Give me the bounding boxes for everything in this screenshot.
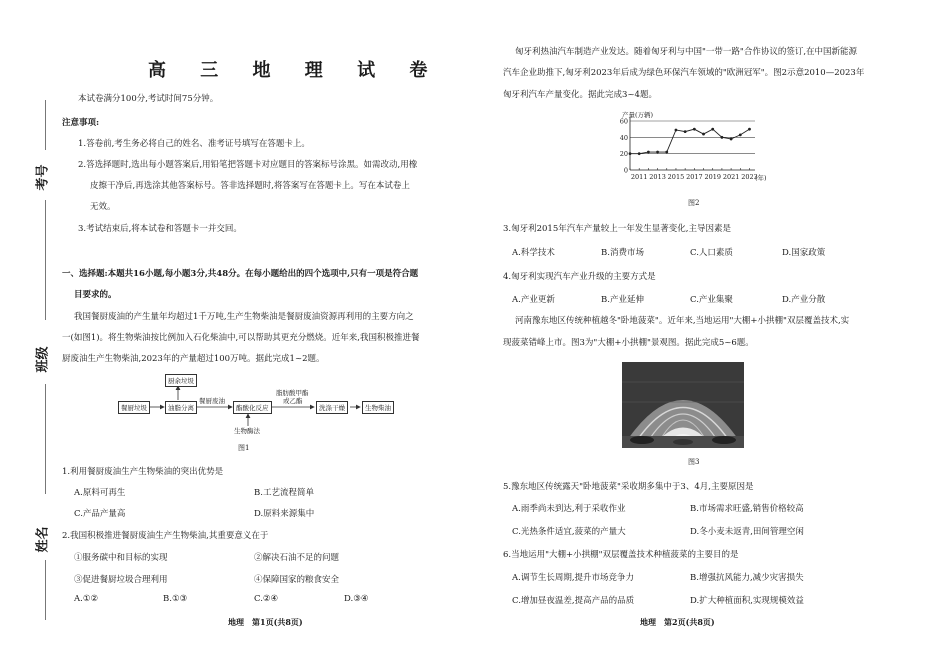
greenhouse-photo [622, 362, 744, 448]
chart-ytick-label: 0 [623, 166, 628, 175]
binding-line-mid1 [45, 200, 46, 320]
statement: ④保障国家的粮食安全 [254, 575, 340, 585]
option-d[interactable]: D.国家政策 [782, 248, 826, 258]
page-footer-left: 地理 第1页(共8页) [228, 617, 303, 627]
passage-line: 河南豫东地区传统种植越冬"卧地菠菜"。近年来,当地运用"大棚+小拱棚"双层覆盖技术,实 [515, 316, 850, 326]
statement: ②解决石油不足的问题 [254, 553, 340, 563]
exam-title: 高 三 地 理 试 卷 [148, 60, 442, 81]
chart-data-point [638, 152, 641, 155]
flow-label: 生物酶法 [234, 427, 260, 435]
figure-caption: 图2 [688, 199, 700, 207]
chart-ytick-label: 60 [619, 117, 628, 126]
class-label: 班级 [35, 346, 51, 373]
chart-data-point [629, 152, 632, 155]
option-a[interactable]: A.科学技术 [512, 248, 555, 258]
chart-data-point [739, 133, 742, 136]
statement: ③促进餐厨垃圾合理利用 [74, 575, 168, 585]
question-stem: 5.豫东地区传统露天"卧地菠菜"采收期多集中于3、4月,主要原因是 [503, 482, 754, 492]
option-c[interactable]: C.产品产量高 [74, 509, 126, 519]
notice-item: 皮擦干净后,再选涂其他答案标号。答非选择题时,将答案写在答题卡上。写在本试卷上 [90, 181, 410, 191]
section-heading: 一、选择题:本题共16小题,每小题3分,共48分。在每小题给出的四个选项中,只有一项是符合题 [62, 269, 419, 279]
passage-line: 现菠菜错峰上市。图3为"大棚+小拱棚"景观图。据此完成5~6题。 [503, 338, 754, 348]
flow-label: 脂肪酸甲酯 [276, 389, 309, 397]
flow-label: 餐厨废油 [199, 397, 225, 405]
option-d[interactable]: D.扩大种植面积,实现规模效益 [690, 596, 804, 606]
chart-ylabel: 产量(万辆) [622, 111, 654, 119]
chart-xtick-label: 2017 [686, 173, 703, 181]
student-name-label: 姓名 [35, 526, 51, 553]
chart-xtick-label: 2023 [741, 173, 758, 181]
option-d[interactable]: D.冬小麦未返青,田间管理空闲 [690, 527, 804, 537]
chart-ytick-label: 40 [619, 133, 628, 142]
option-b[interactable]: B.工艺流程简单 [254, 488, 314, 498]
chart-data-point [693, 128, 696, 131]
passage-line: 匈牙利汽车产量变化。据此完成3~4题。 [503, 90, 657, 100]
option-c[interactable]: C.产业集聚 [690, 295, 733, 305]
exam-intro: 本试卷满分100分,考试时间75分钟。 [78, 94, 219, 104]
chart-data-point [702, 133, 705, 136]
notice-item: 3.考试结束后,将本试卷和答题卡一并交回。 [78, 224, 242, 234]
option-a[interactable]: A.雨季尚未到达,利于采收作业 [512, 504, 626, 514]
option-c[interactable]: C.增加昼夜温差,提高产品的品质 [512, 596, 635, 606]
chart-xtick-label: 2021 [722, 173, 740, 181]
question-stem: 3.匈牙利2015年汽车产量较上一年发生显著变化,主导因素是 [503, 224, 731, 234]
option-a[interactable]: A.产业更新 [512, 295, 555, 305]
chart-xlabel: (年) [755, 174, 767, 182]
chart-data-point [748, 128, 751, 131]
binding-line-top [45, 100, 46, 150]
option-b[interactable]: B.①③ [163, 594, 188, 604]
binding-line-bottom [45, 560, 46, 620]
passage-line: 匈牙利热油汽车制造产业发达。随着匈牙利与中国"一带一路"合作协议的签订,在中国新能源 [515, 47, 858, 57]
question-stem: 4.匈牙利实现汽车产业升级的主要方式是 [503, 272, 656, 282]
chart-data-point [730, 138, 733, 141]
option-a[interactable]: A.①② [74, 594, 99, 604]
flow-label: 或乙酯 [283, 397, 303, 405]
option-d[interactable]: D.③④ [344, 594, 369, 604]
passage-line: 一(如图1)。将生物柴油按比例加入石化柴油中,可以帮助其更充分燃烧。近年来,我国积极推进餐 [62, 333, 420, 343]
exam-number-label: 考号 [35, 164, 51, 191]
option-a[interactable]: A.原料可再生 [74, 488, 126, 498]
statement: ①服务碳中和目标的实现 [74, 553, 168, 563]
notice-item: 2.答选择题时,选出每小题答案后,用铅笔把答题卡对应题目的答案标号涂黑。如需改动,用橡 [78, 160, 418, 170]
option-c[interactable]: C.光热条件适宜,菠菜的产量大 [512, 527, 626, 537]
option-b[interactable]: B.消费市场 [601, 248, 644, 258]
page-footer-right: 地理 第2页(共8页) [640, 617, 715, 627]
passage-line: 我国餐厨废油的产生量年均超过1千万吨,生产生物柴油是餐厨废油资源再利用的主要方向之 [74, 312, 414, 322]
section-heading-cont: 目要求的。 [74, 290, 117, 300]
passage-line: 汽车企业助推下,匈牙利2023年后成为绿色环保汽车领域的"欧洲冠军"。图2示意2010—2023年 [503, 68, 865, 78]
option-c[interactable]: C.②④ [254, 594, 279, 604]
chart-series-line [630, 129, 749, 154]
chart-data-point [711, 128, 714, 131]
option-c[interactable]: C.人口素质 [690, 248, 733, 258]
notice-item: 无效。 [90, 202, 116, 212]
option-d[interactable]: D.产业分散 [782, 295, 826, 305]
flow-node: 油脂分离 [165, 401, 197, 414]
question-stem: 6.当地运用"大棚+小拱棚"双层覆盖技术种植菠菜的主要目的是 [503, 550, 739, 560]
flow-node: 洗涤干燥 [316, 401, 348, 414]
notice-heading: 注意事项: [62, 118, 100, 128]
flow-node: 酯酸化反应 [233, 401, 272, 414]
question-stem: 1.利用餐厨废油生产生物柴油的突出优势是 [62, 467, 224, 477]
option-b[interactable]: B.增强抗风能力,减少灾害损失 [690, 573, 804, 583]
notice-item: 1.答卷前,考生务必将自己的姓名、准考证号填写在答题卡上。 [78, 139, 310, 149]
binding-line-mid2 [45, 384, 46, 494]
figure-caption: 图1 [238, 444, 250, 452]
flow-node: 餐厨垃圾 [118, 401, 150, 414]
chart-xtick-label: 2011 [630, 173, 648, 181]
option-d[interactable]: D.原料来源集中 [254, 509, 315, 519]
chart-data-point [656, 151, 659, 154]
chart-ytick-label: 20 [619, 150, 628, 159]
chart-data-point [675, 129, 678, 132]
chart-data-point [665, 151, 668, 154]
chart-data-point [721, 136, 724, 139]
option-b[interactable]: B.市场需求旺盛,销售价格较高 [690, 504, 804, 514]
figure-caption: 图3 [688, 458, 700, 466]
chart-xtick-label: 2013 [649, 173, 666, 181]
option-b[interactable]: B.产业延伸 [601, 295, 644, 305]
chart-data-point [684, 130, 687, 133]
chart-data-point [647, 151, 650, 154]
flow-node: 生物柴油 [362, 401, 394, 414]
question-stem: 2.我国积极推进餐厨废油生产生物柴油,其重要意义在于 [62, 531, 269, 541]
flow-node: 厨余垃圾 [165, 374, 197, 387]
chart-xtick-label: 2015 [667, 173, 685, 181]
option-a[interactable]: A.调节生长周期,提升市场竞争力 [512, 573, 635, 583]
passage-line: 厨废油生产生物柴油,2023年的产量超过100万吨。据此完成1~2题。 [62, 354, 325, 364]
chart-xtick-label: 2019 [704, 173, 721, 181]
